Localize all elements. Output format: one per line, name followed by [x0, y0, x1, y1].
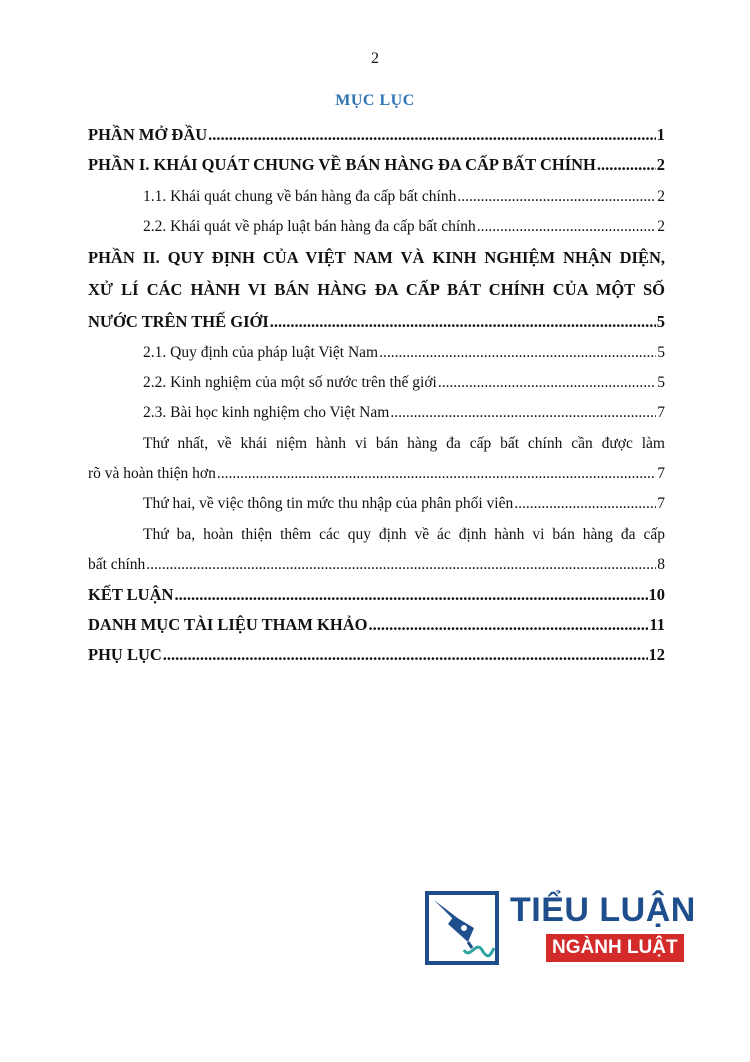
toc-entry-first-point[interactable] [88, 428, 665, 489]
toc-entry-label: bất chính [88, 556, 146, 573]
toc-entry-page: 5 [656, 312, 665, 331]
toc-leader-dots [217, 459, 656, 489]
pen-nib-icon [424, 890, 500, 966]
toc-entry-page: 12 [648, 645, 665, 664]
toc-leader-dots [270, 306, 656, 338]
logo-subtitle: NGÀNH LUẬT [546, 934, 684, 962]
toc-entry-label: DANH MỤC TÀI LIỆU THAM KHẢO [88, 615, 368, 634]
toc-entry-page: 7 [657, 495, 665, 512]
toc-title: MỤC LỤC [335, 92, 415, 109]
toc-entry-introduction[interactable] [88, 120, 665, 150]
toc-leader-dots [174, 580, 647, 610]
toc-leader-dots [390, 398, 656, 428]
page-number: 2 [371, 50, 379, 67]
toc-leader-dots [208, 120, 656, 150]
toc-entry-page: 7 [657, 404, 665, 421]
toc-entry-page: 1 [656, 125, 665, 144]
brand-logo [424, 888, 696, 968]
toc-entry-page: 10 [648, 585, 665, 604]
toc-leader-dots [379, 338, 656, 368]
toc-entry-label: PHẦN I. KHÁI QUÁT CHUNG VỀ BÁN HÀNG ĐA CẤP BẤT CHÍNH [88, 155, 596, 174]
toc-entry-label-line: PHẦN II. QUY ĐỊNH CỦA VIỆT NAM VÀ KINH NGHIỆM NHẬN DIỆN, [88, 248, 665, 267]
toc-entry-third-point[interactable] [88, 519, 665, 580]
toc-entry-label: 2.2. Khái quát về pháp luật bán hàng đa cấp bất chính [143, 218, 476, 235]
toc-leader-dots [146, 550, 656, 580]
toc-entry-label: 2.3. Bài học kinh nghiệm cho Việt Nam [143, 404, 390, 421]
toc-entry-2-2-legal[interactable] [88, 212, 665, 242]
toc-entry-2-3[interactable] [88, 398, 665, 428]
toc-entry-2-1[interactable] [88, 338, 665, 368]
toc-entry-conclusion[interactable] [88, 580, 665, 610]
toc-entry-label: 2.1. Quy định của pháp luật Việt Nam [143, 344, 379, 361]
toc-entry-1-1[interactable] [88, 182, 665, 212]
toc-entry-second-point[interactable] [88, 489, 665, 519]
toc-entry-label: KẾT LUẬN [88, 585, 174, 604]
toc-entry-page: 2 [657, 188, 665, 205]
toc-entry-label: 2.2. Kinh nghiệm của một số nước trên thế giới [143, 374, 437, 391]
toc-entry-page: 8 [657, 556, 665, 573]
toc-entry-page: 2 [656, 155, 665, 174]
toc-entry-references[interactable] [88, 610, 665, 640]
toc-entry-label: PHẦN MỞ ĐẦU [88, 125, 208, 144]
toc-leader-dots [514, 489, 656, 519]
table-of-contents [88, 120, 665, 670]
toc-leader-dots [597, 150, 656, 180]
toc-entry-page: 2 [657, 218, 665, 235]
toc-entry-label: 1.1. Khái quát chung về bán hàng đa cấp bất chính [143, 188, 457, 205]
toc-entry-part-2[interactable] [88, 242, 665, 338]
toc-entry-page: 5 [657, 344, 665, 361]
toc-entry-page: 7 [657, 465, 665, 482]
toc-leader-dots [477, 212, 657, 242]
toc-entry-page: 11 [649, 615, 665, 634]
toc-entry-label-line: XỬ LÍ CÁC HÀNH VI BÁN HÀNG ĐA CẤP BÁT CHÍNH CỦA MỘT SỐ [88, 280, 665, 299]
toc-leader-dots [163, 640, 648, 670]
toc-leader-dots [438, 368, 656, 398]
toc-entry-label-line: Thứ ba, hoàn thiện thêm các quy định về ác định hành vi bán hàng đa cấp [143, 526, 665, 543]
toc-entry-page: 5 [657, 374, 665, 391]
toc-entry-appendix[interactable] [88, 640, 665, 670]
toc-entry-label-line: Thứ nhất, về khái niệm hành vi bán hàng đa cấp bất chính cần được làm [143, 435, 665, 452]
toc-entry-label: PHỤ LỤC [88, 645, 162, 664]
toc-entry-label: NƯỚC TRÊN THẾ GIỚI [88, 312, 269, 331]
toc-entry-label: rõ và hoàn thiện hơn [88, 465, 216, 482]
toc-leader-dots [368, 610, 648, 640]
toc-entry-label: Thứ hai, về việc thông tin mức thu nhập của phân phối viên [143, 495, 514, 512]
toc-leader-dots [457, 182, 656, 212]
logo-title: TIỂU LUẬN [510, 891, 696, 929]
toc-entry-part-1[interactable] [88, 150, 665, 180]
toc-entry-2-2[interactable] [88, 368, 665, 398]
